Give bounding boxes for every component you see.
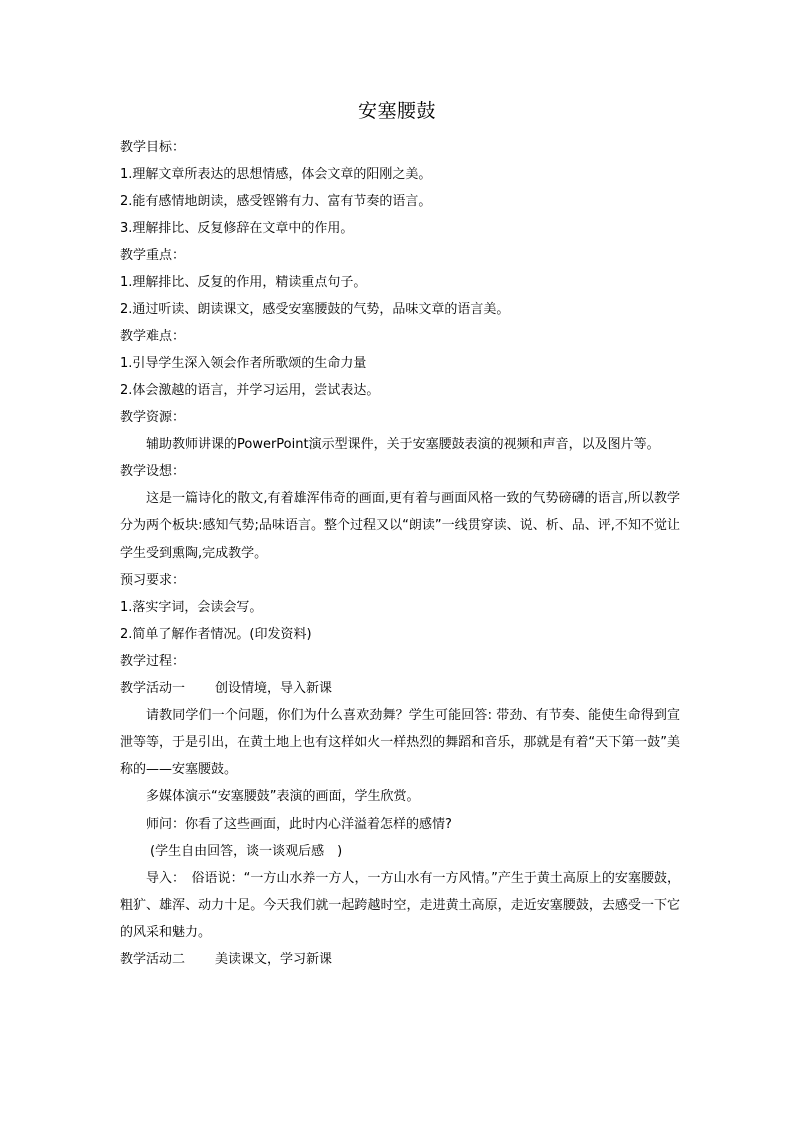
activity-one-heading — [120, 675, 680, 702]
intro-paragraph: 导入： 俗语说：“一方山水养一方人，一方山水有一方风情。”产生于黄土高原上的安塞腰鼓，粗犷、雄浑、动力十足。今天我们就一起跨越时空，走进黄土高原，走近安塞腰鼓，去感受一下它的风采和魅力。 — [120, 870, 680, 941]
activity-one-name: 创设情境，导入新课 — [215, 680, 333, 696]
objective-item: 1.理解文章所表达的思想情感，体会文章的阳刚之美。 — [120, 167, 432, 182]
preview-item: 2.简单了解作者情况。(印发资料) — [120, 626, 312, 642]
activity-two-heading — [120, 946, 680, 973]
page-title: 安塞腰鼓 — [357, 100, 436, 122]
document-body — [120, 134, 680, 973]
preview-item: 1.落实字词，会读会写。 — [120, 599, 263, 615]
process-paragraph: 多媒体演示“安塞腰鼓”表演的画面，学生欣赏。 — [146, 789, 420, 805]
activity-two-label: 教学活动二 — [120, 952, 186, 968]
preview-heading: 预习要求： — [120, 572, 186, 588]
process-paragraph: 师问：你看了这些画面，此时内心洋溢着怎样的感情? — [146, 816, 452, 832]
key-point-item: 2.通过听读、朗读课文，感受安塞腰鼓的气势，品味文章的语言美。 — [120, 302, 510, 317]
process-heading: 教学过程： — [120, 653, 186, 669]
difficulty-item: 2.体会激越的语言，并学习运用，尝试表达。 — [120, 383, 380, 398]
difficulties-heading: 教学难点： — [120, 329, 186, 344]
objective-item: 2.能有感情地朗读，感受铿锵有力、富有节奏的语言。 — [120, 194, 432, 209]
student-answer-note: (学生自由回答，谈一谈观后感 ) — [150, 843, 343, 859]
objective-item: 3.理解排比、反复修辞在文章中的作用。 — [120, 221, 354, 236]
design-paragraph: 这是一篇诗化的散文,有着雄浑伟奇的画面,更有着与画面风格一致的气势磅礴的语言,所以教学分为两个板块:感知气势;品味语言。整个过程又以“朗读”一线贯穿读、说、析、品、评,不知不觉让学生受到熏陶,完成教学。 — [120, 491, 680, 561]
resources-heading: 教学资源： — [120, 410, 186, 425]
key-points-heading: 教学重点： — [120, 248, 186, 263]
activity-one-label: 教学活动一 — [120, 680, 186, 696]
key-point-item: 1.理解排比、反复的作用，精读重点句子。 — [120, 275, 367, 290]
design-heading: 教学设想： — [120, 464, 186, 480]
process-paragraph: 请教同学们一个问题，你们为什么喜欢劲舞？学生可能回答: 带劲、有节奏、能使生命得到宣泄等等，于是引出，在黄土地上也有这样如火一样热烈的舞蹈和音乐，那就是有着“天下第一鼓”美称的——安塞腰鼓。 — [120, 707, 680, 778]
activity-two-name: 美读课文，学习新课 — [215, 952, 333, 968]
difficulty-item: 1.引导学生深入领会作者所歌颂的生命力量 — [120, 356, 367, 371]
resources-paragraph: 辅助教师讲课的PowerPoint演示型课件，关于安塞腰鼓表演的视频和声音，以及图片等。 — [146, 437, 660, 452]
objectives-heading: 教学目标： — [120, 140, 186, 155]
